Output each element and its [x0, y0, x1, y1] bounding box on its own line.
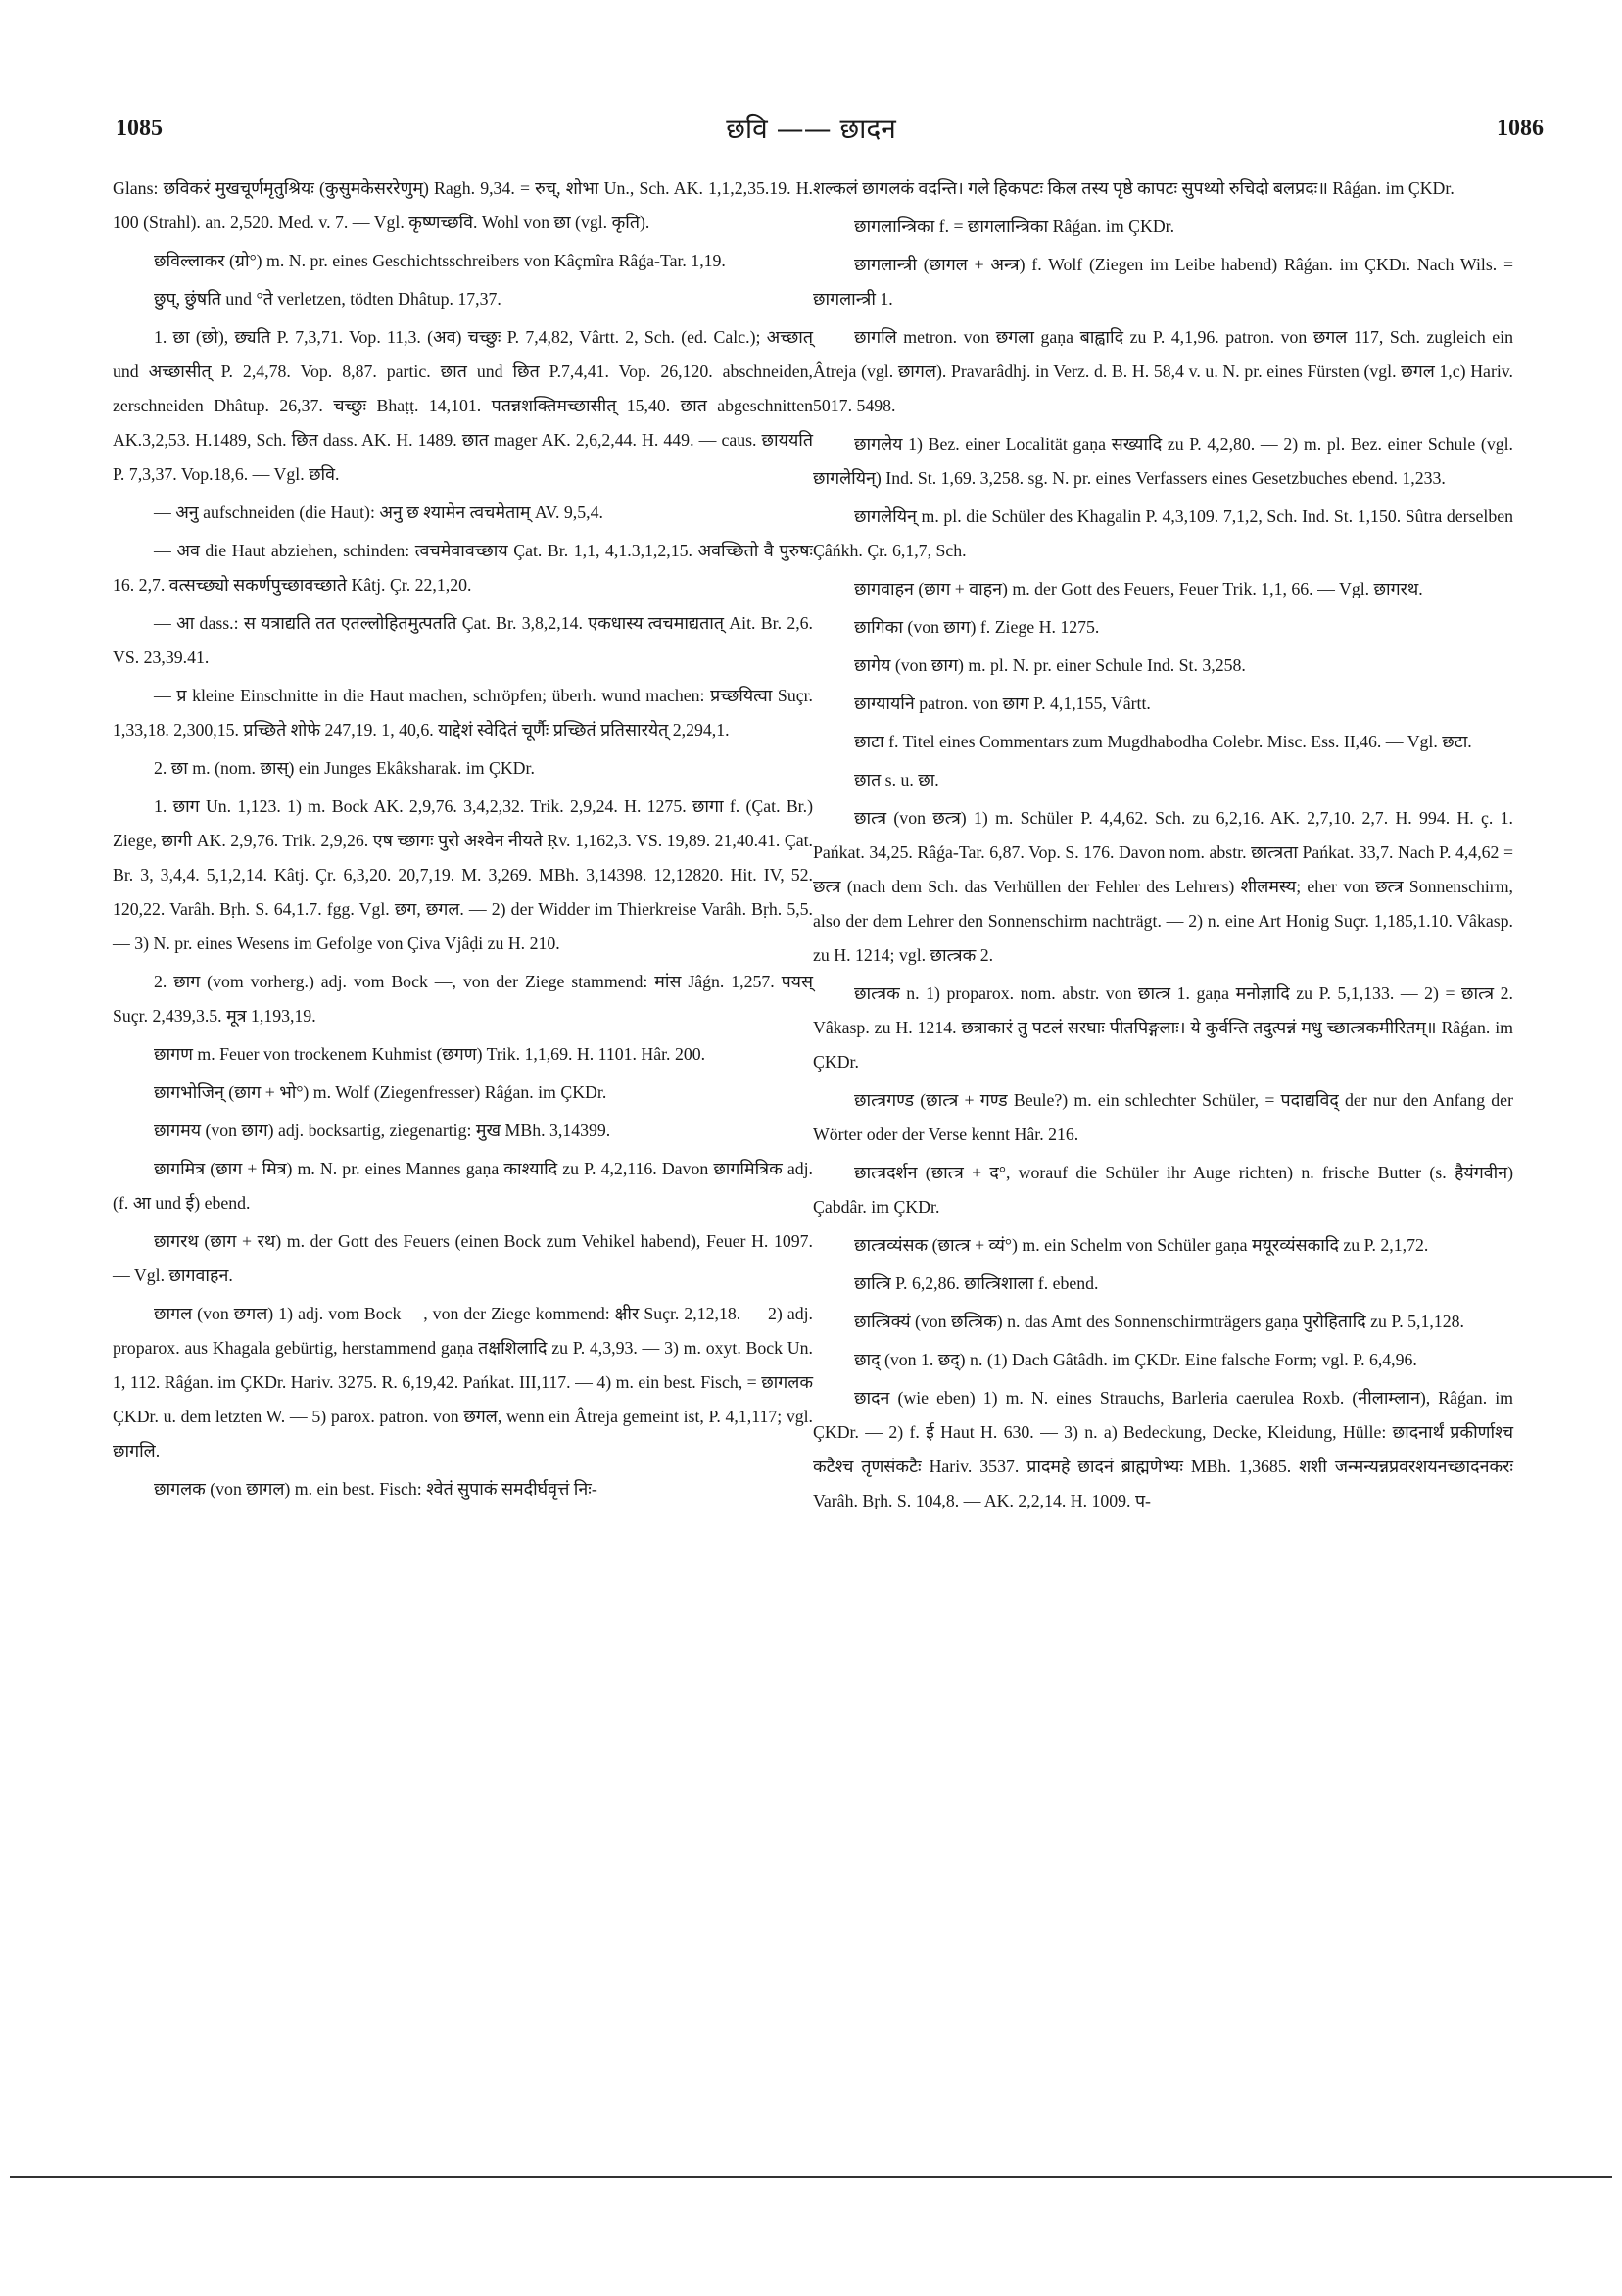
- dictionary-entry: छविल्लाकर (ग्रो°) m. N. pr. eines Geschichtsschreibers von Kâçmîra Râǵa-Tar. 1,19.: [154, 251, 726, 270]
- dictionary-entry: 2. छा m. (nom. छास्) ein Junges Ekâksharak. im ÇKDr.: [154, 758, 535, 778]
- right-column: [813, 171, 1513, 1522]
- dictionary-entry: — अव die Haut abziehen, schinden: त्वचमेवावच्छाय Çat. Br. 1,1, 4,1.3,1,2,15. अवच्छितो वै पुरुषः 16. 2,7. वत्सच्छ्यो सकर्णपुच्छावच्छाते Kâtj. Çr. 22,1,20.: [113, 541, 813, 595]
- dictionary-entry: छागमित्र (छाग + मित्र) m. N. pr. eines Mannes gaṇa काश्यादि zu P. 4,2,116. Davon छागमित्रिक adj. (f. आ und ई) ebend.: [113, 1159, 813, 1213]
- dictionary-entry: छादन (wie eben) 1) m. N. eines Strauchs, Barleria caerulea Roxb. (नीलाम्लान), Râǵan. im ÇKDr. — 2) f. ई Haut H. 630. — 3) n. a) Bedeckung, Decke, Kleidung, Hülle: छादनार्थं प्रकीर्णाश्च कटैश्च तृणसंकटैः Hariv. 3537. प्रादमहे छादनं ब्राह्मणेभ्यः MBh. 1,3685. शशी जन्मन्यन्नप्रवरशयनच्छादनकरः Varâh. Bṛh. S. 104,8. — AK. 2,2,14. H. 1009. प-: [813, 1388, 1513, 1510]
- dictionary-entry: छागलि metron. von छगला gaṇa बाह्वादि zu P. 4,1,96. patron. von छगल 117, Sch. zugleich ein Âtreja (vgl. छागल). Pravarâdhj. in Verz. d. B. H. 58,4 v. u. N. pr. eines Fürsten (vgl. छगल 1,c) Hariv. 5017. 5498.: [813, 327, 1513, 415]
- dictionary-entry: छागलेय 1) Bez. einer Localität gaṇa सख्यादि zu P. 4,2,80. — 2) m. pl. Bez. einer Schule (vgl. छागलेयिन्) Ind. St. 1,69. 3,258. sg. N. pr. eines Verfassers eines Gesetzbuches ebend. 1,233.: [813, 434, 1513, 488]
- dictionary-entry: 2. छाग (vom vorherg.) adj. vom Bock —, von der Ziege stammend: मांस Jâǵn. 1,257. पयस् Suçr. 2,439,3.5. मूत्र 1,193,19.: [113, 972, 813, 1026]
- dictionary-entry: छागभोजिन् (छाग + भो°) m. Wolf (Ziegenfresser) Râǵan. im ÇKDr.: [154, 1082, 607, 1102]
- dictionary-entry: छात्त्रदर्शन (छात्त्र + द°, worauf die Schüler ihr Auge richten) n. frische Butter (s. हैयंगवीन) Çabdâr. im ÇKDr.: [813, 1163, 1513, 1217]
- dictionary-entry: छात्त्र (von छत्त्र) 1) m. Schüler P. 4,4,62. Sch. zu 6,2,16. AK. 2,7,10. 2,7. H. 994. H. ç. 1. Pańkat. 34,25. Râǵa-Tar. 6,87. Vop. S. 176. Davon nom. abstr. छात्त्रता Pańkat. 33,7. Nach P. 4,4,62 = छत्त्र (nach dem Sch. das Verhüllen der Fehler des Lehrers) शीलमस्य; eher von छत्त्र Sonnenschirm, also der dem Lehrer den Sonnenschirm nachträgt. — 2) n. eine Art Honig Suçr. 1,185,1.10. Vâkasp. zu H. 1214; vgl. छात्त्रक 2.: [813, 808, 1513, 965]
- dictionary-entry: छागवाहन (छाग + वाहन) m. der Gott des Feuers, Feuer Trik. 1,1, 66. — Vgl. छागरथ.: [854, 579, 1423, 598]
- dictionary-entry: छात्त्रगण्ड (छात्त्र + गण्ड Beule?) m. ein schlechter Schüler, = पदाद्यविद् der nur den Anfang der Wörter oder der Verse kennt Hâr. 216.: [813, 1090, 1513, 1144]
- dictionary-entry: छाटा f. Titel eines Commentars zum Mugdhabodha Colebr. Misc. Ess. II,46. — Vgl. छटा.: [854, 732, 1472, 751]
- dictionary-entry: छागरथ (छाग + रथ) m. der Gott des Feuers (einen Bock zum Vehikel habend), Feuer H. 1097. — Vgl. छागवाहन.: [113, 1231, 813, 1285]
- dictionary-entry: छात्त्रिक्यं (von छत्त्रिक) n. das Amt des Sonnenschirmträgers gaṇa पुरोहितादि zu P. 5,1,128.: [854, 1312, 1464, 1331]
- dictionary-entry: छागलक (von छागल) m. ein best. Fisch: श्वेतं सुपाकं समदीर्घवृत्तं निः-: [154, 1479, 597, 1499]
- dictionary-entry: छात्त्रक n. 1) proparox. nom. abstr. von छात्त्र 1. gaṇa मनोज्ञादि zu P. 5,1,133. — 2) = छात्त्र 2. Vâkasp. zu H. 1214. छत्राकारं तु पटलं सरघाः पीतपिङ्गलाः। ये कुर्वन्ति तदुत्पन्नं मधु च्छात्त्रकमीरितम्॥ Râǵan. im ÇKDr.: [813, 983, 1513, 1072]
- dictionary-entry: छात्त्रि P. 6,2,86. छात्त्रिशाला f. ebend.: [854, 1273, 1099, 1293]
- dictionary-entry: छागलान्त्रिका f. = छागलान्त्रिका Râǵan. im ÇKDr.: [854, 216, 1175, 236]
- dictionary-entry: — प्र kleine Einschnitte in die Haut machen, schröpfen; überh. wund machen: प्रच्छयित्वा Suçr. 1,33,18. 2,300,15. प्रच्छिते शोफे 247,19. 1, 40,6. याद्देशं स्वेदितं चूर्णैः प्रच्छितं प्रतिसारयेत् 2,294,1.: [113, 686, 813, 740]
- dictionary-entry: छागलान्त्री (छागल + अन्त्र) f. Wolf (Ziegen im Leibe habend) Râǵan. im ÇKDr. Nach Wils. = छागलान्त्री 1.: [813, 255, 1513, 309]
- dictionary-entry: छागण m. Feuer von trockenem Kuhmist (छगण) Trik. 1,1,69. H. 1101. Hâr. 200.: [154, 1044, 706, 1064]
- dictionary-entry: छात्त्रव्यंसक (छात्त्र + व्यं°) m. ein Schelm von Schüler gaṇa मयूरव्यंसकादि zu P. 2,1,72.: [854, 1235, 1429, 1255]
- dictionary-entry: 1. छाग Un. 1,123. 1) m. Bock AK. 2,9,76. 3,4,2,32. Trik. 2,9,24. H. 1275. छागा f. (Çat. Br.) Ziege, छागी AK. 2,9,76. Trik. 2,9,26. एष च्छागः पुरो अश्वेन नीयते Ṛv. 1,162,3. VS. 19,89. 21,40.41. Çat. Br. 3, 3,4,4. 5,1,2,14. Kâtj. Çr. 6,3,20. 20,7,19. M. 3,269. MBh. 3,14398. 12,12820. Hit. IV, 52. 120,22. Varâh. Bṛh. S. 64,1.7. fgg. Vgl. छग, छगल. — 2) der Widder im Thierkreise Varâh. Bṛh. 5,5. — 3) N. pr. eines Wesens im Gefolge von Çiva Vjâḍi zu H. 210.: [113, 796, 813, 953]
- dictionary-entry: छागलेयिन् m. pl. die Schüler des Khagalin P. 4,3,109. 7,1,2, Sch. Ind. St. 1,150. Sûtra derselben Çâńkh. Çr. 6,1,7, Sch.: [813, 506, 1513, 560]
- running-head: छवि —— छादन: [726, 113, 896, 145]
- dictionary-entry: 1. छा (छो), छ्यति P. 7,3,71. Vop. 11,3. (अव) चच्छुः P. 7,4,82, Vârtt. 2, Sch. (ed. Calc.); अच्छात् und अच्छासीत् P. 2,4,78. Vop. 8,87. partic. छात und छित P.7,4,41. Vop. 26,120. abschneiden, zerschneiden Dhâtup. 26,37. चच्छुः Bhaṭṭ. 14,101. पतन्नशक्तिमच्छासीत् 15,40. छात abgeschnitten AK.3,2,53. H.1489, Sch. छित dass. AK. H. 1489. छात mager AK. 2,6,2,44. H. 449. — caus. छाययति P. 7,3,37. Vop.18,6. — Vgl. छवि.: [113, 327, 813, 484]
- page-number-left: 1085: [116, 116, 163, 141]
- page-number-right: 1086: [1497, 116, 1544, 141]
- dictionary-entry: छाग्यायनि patron. von छाग P. 4,1,155, Vârtt.: [854, 694, 1151, 713]
- dictionary-entry: छुप्, छुंषति und °ते verletzen, tödten Dhâtup. 17,37.: [154, 289, 501, 309]
- dictionary-entry: छागल (von छगल) 1) adj. vom Bock —, von der Ziege kommend: क्षीर Suçr. 2,12,18. — 2) adj. proparox. aus Khagala gebürtig, herstammend gaṇa तक्षशिलादि zu P. 4,3,93. — 3) m. oxyt. Bock Un. 1, 112. Râǵan. im ÇKDr. Hariv. 3275. R. 6,19,42. Pańkat. III,117. — 4) m. ein best. Fisch, = छागलक ÇKDr. u. dem letzten W. — 5) parox. patron. von छगल, wenn ein Âtreja gemeint ist, P. 4,1,117; vgl. छागलि.: [113, 1304, 813, 1460]
- dictionary-entry: छागमय (von छाग) adj. bocksartig, ziegenartig: मुख MBh. 3,14399.: [154, 1121, 611, 1140]
- dictionary-entry: Glans: छविकरं मुखचूर्णमृतुश्रियः (कुसुमकेसररेणुम्) Ragh. 9,34. = रुच्, शोभा Un., Sch. AK. 1,1,2,35.19. H. 100 (Strahl). an. 2,520. Med. v. 7. — Vgl. कृष्णच्छवि. Wohl von छा (vgl. कृति).: [113, 178, 813, 232]
- dictionary-entry: छागेय (von छाग) m. pl. N. pr. einer Schule Ind. St. 3,258.: [854, 655, 1246, 675]
- dictionary-entry: — आ dass.: स यत्राद्यति तत एतल्लोहितमुत्पतति Çat. Br. 3,8,2,14. एकधास्य त्वचमाद्यतात् Ait. Br. 2,6. VS. 23,39.41.: [113, 613, 813, 667]
- dictionary-entry: छात s. u. छा.: [854, 770, 939, 789]
- dictionary-entry: छाद् (von 1. छद्) n. (1) Dach Gâtâdh. im ÇKDr. Eine falsche Form; vgl. P. 6,4,96.: [854, 1350, 1417, 1369]
- dictionary-entry: छागिका (von छाग) f. Ziege H. 1275.: [854, 617, 1100, 637]
- dictionary-entry: शल्कलं छागलकं वदन्ति। गले हिकपटः किल तस्य पृष्ठे कापटः सुपथ्यो रुचिदो बलप्रदः॥ Râǵan. im ÇKDr.: [813, 178, 1455, 198]
- dictionary-entry: — अनु aufschneiden (die Haut): अनु छ श्यामेन त्वचमेताम् AV. 9,5,4.: [154, 502, 603, 522]
- footer-rule: [10, 2176, 1612, 2178]
- left-column: [113, 171, 813, 1510]
